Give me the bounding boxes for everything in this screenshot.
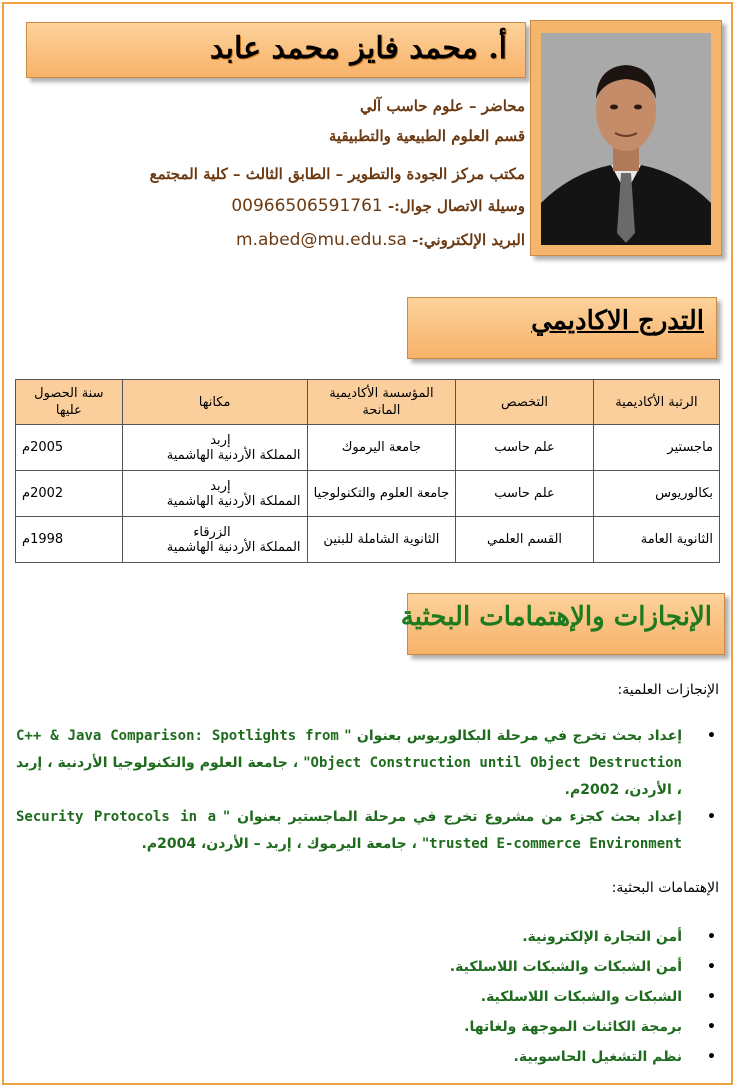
achievements-heading: الإنجازات العلمية: [617, 682, 719, 698]
job-title: محاضر – علوم حاسب آلي [359, 97, 525, 115]
cell-city: إربد [210, 432, 231, 448]
bullet-icon: • [707, 728, 716, 744]
col-rank: الرتبة الأكاديمية [593, 380, 719, 425]
person-name: أ. محمد فايز محمد عابد [209, 31, 507, 66]
interests-heading: الإهتمامات البحثية: [611, 880, 719, 896]
achievement-details: " ، جامعة العلوم والتكنولوجيا الأردنية ، إربد ، الأردن، 2002م. [16, 755, 682, 798]
academic-section-header [407, 297, 717, 359]
table-row [16, 517, 720, 563]
achievements-list [16, 723, 716, 858]
bullet-icon: • [707, 1019, 716, 1035]
department: قسم العلوم الطبيعية والتطبيقية [328, 127, 525, 145]
list-item [16, 804, 716, 858]
academic-section-title: التدرج الاكاديمي [531, 306, 704, 336]
interest-text: أمن الشبكات والشبكات اللاسلكية. [449, 959, 682, 975]
cell-rank: الثانوية العامة [593, 517, 719, 563]
col-place: مكانها [122, 380, 307, 425]
bullet-icon: • [707, 809, 716, 825]
email-row [236, 230, 525, 250]
interests-list [449, 922, 716, 1072]
list-item [450, 1042, 716, 1072]
table-row [16, 471, 720, 517]
interest-text: الشبكات والشبكات اللاسلكية. [480, 989, 682, 1005]
cell-city: إربد [210, 478, 231, 494]
photo-frame [530, 20, 722, 256]
research-section-header [400, 593, 725, 655]
cell-city: الزرقاء [193, 524, 231, 540]
cell-institution: الثانوية الشاملة للبنين [307, 517, 456, 563]
list-item [16, 723, 716, 804]
cell-major: علم حاسب [456, 425, 594, 471]
achievement-details: " ، جامعة اليرموك ، إربد – الأردن، 2004م. [141, 836, 430, 852]
email-value[interactable]: m.abed@mu.edu.sa [236, 230, 407, 250]
cell-institution: جامعة اليرموك [307, 425, 456, 471]
interest-text: برمجة الكائنات الموجهة ولغاتها. [464, 1019, 682, 1035]
cell-year: 2002م [16, 471, 123, 517]
profile-photo [541, 33, 711, 245]
phone-row [231, 196, 525, 216]
list-item [450, 982, 716, 1012]
bullet-icon: • [707, 989, 716, 1005]
phone-value: 00966506591761 [231, 196, 383, 216]
bullet-icon: • [707, 1049, 716, 1065]
cell-institution: جامعة العلوم والتكنولوجيا [307, 471, 456, 517]
cell-country: المملكة الأردنية الهاشمية [166, 447, 301, 463]
cell-major: القسم العلمي [456, 517, 594, 563]
cell-place [122, 517, 307, 563]
col-major: التخصص [456, 380, 594, 425]
list-item [450, 922, 716, 952]
email-label: البريد الإلكتروني:- [412, 231, 525, 249]
research-section-title: الإنجازات والإهتمامات البحثية [400, 602, 712, 632]
cell-year: 1998م [16, 517, 123, 563]
cell-rank: ماجستير [593, 425, 719, 471]
cell-place [122, 471, 307, 517]
list-item [449, 952, 716, 982]
academic-table [15, 379, 720, 563]
cell-major: علم حاسب [456, 471, 594, 517]
bullet-icon: • [707, 929, 716, 945]
cell-country: المملكة الأردنية الهاشمية [166, 539, 301, 555]
achievement-intro: إعداد بحث تخرج في مرحلة البكالوريوس بعنوان " [338, 728, 682, 744]
table-row [16, 425, 720, 471]
cell-year: 2005م [16, 425, 123, 471]
col-year: سنة الحصول عليها [16, 380, 123, 425]
phone-label: وسيلة الاتصال جوال:- [387, 197, 525, 215]
interest-text: نظم التشغيل الحاسوبية. [513, 1049, 682, 1065]
list-item [450, 1012, 716, 1042]
cell-rank: بكالوريوس [593, 471, 719, 517]
col-institution: المؤسسة الأكاديمية المانحة [307, 380, 456, 425]
cell-place [122, 425, 307, 471]
interest-text: أمن التجارة الإلكترونية. [522, 929, 682, 945]
achievement-intro: إعداد بحث كجزء من مشروع تخرج في مرحلة الماجستير بعنوان " [216, 809, 682, 825]
achievement-title: Security Protocols in a trusted E-commerce Environment [16, 809, 682, 852]
achievement-title: C++ & Java Comparison: Spotlights from Object Construction until Object Destruction [16, 728, 682, 771]
bullet-icon: • [707, 959, 716, 975]
table-header-row [16, 380, 720, 425]
cell-country: المملكة الأردنية الهاشمية [166, 493, 301, 509]
office-location: مكتب مركز الجودة والتطوير – الطابق الثالث – كلية المجتمع [149, 165, 525, 183]
name-banner [26, 22, 526, 78]
